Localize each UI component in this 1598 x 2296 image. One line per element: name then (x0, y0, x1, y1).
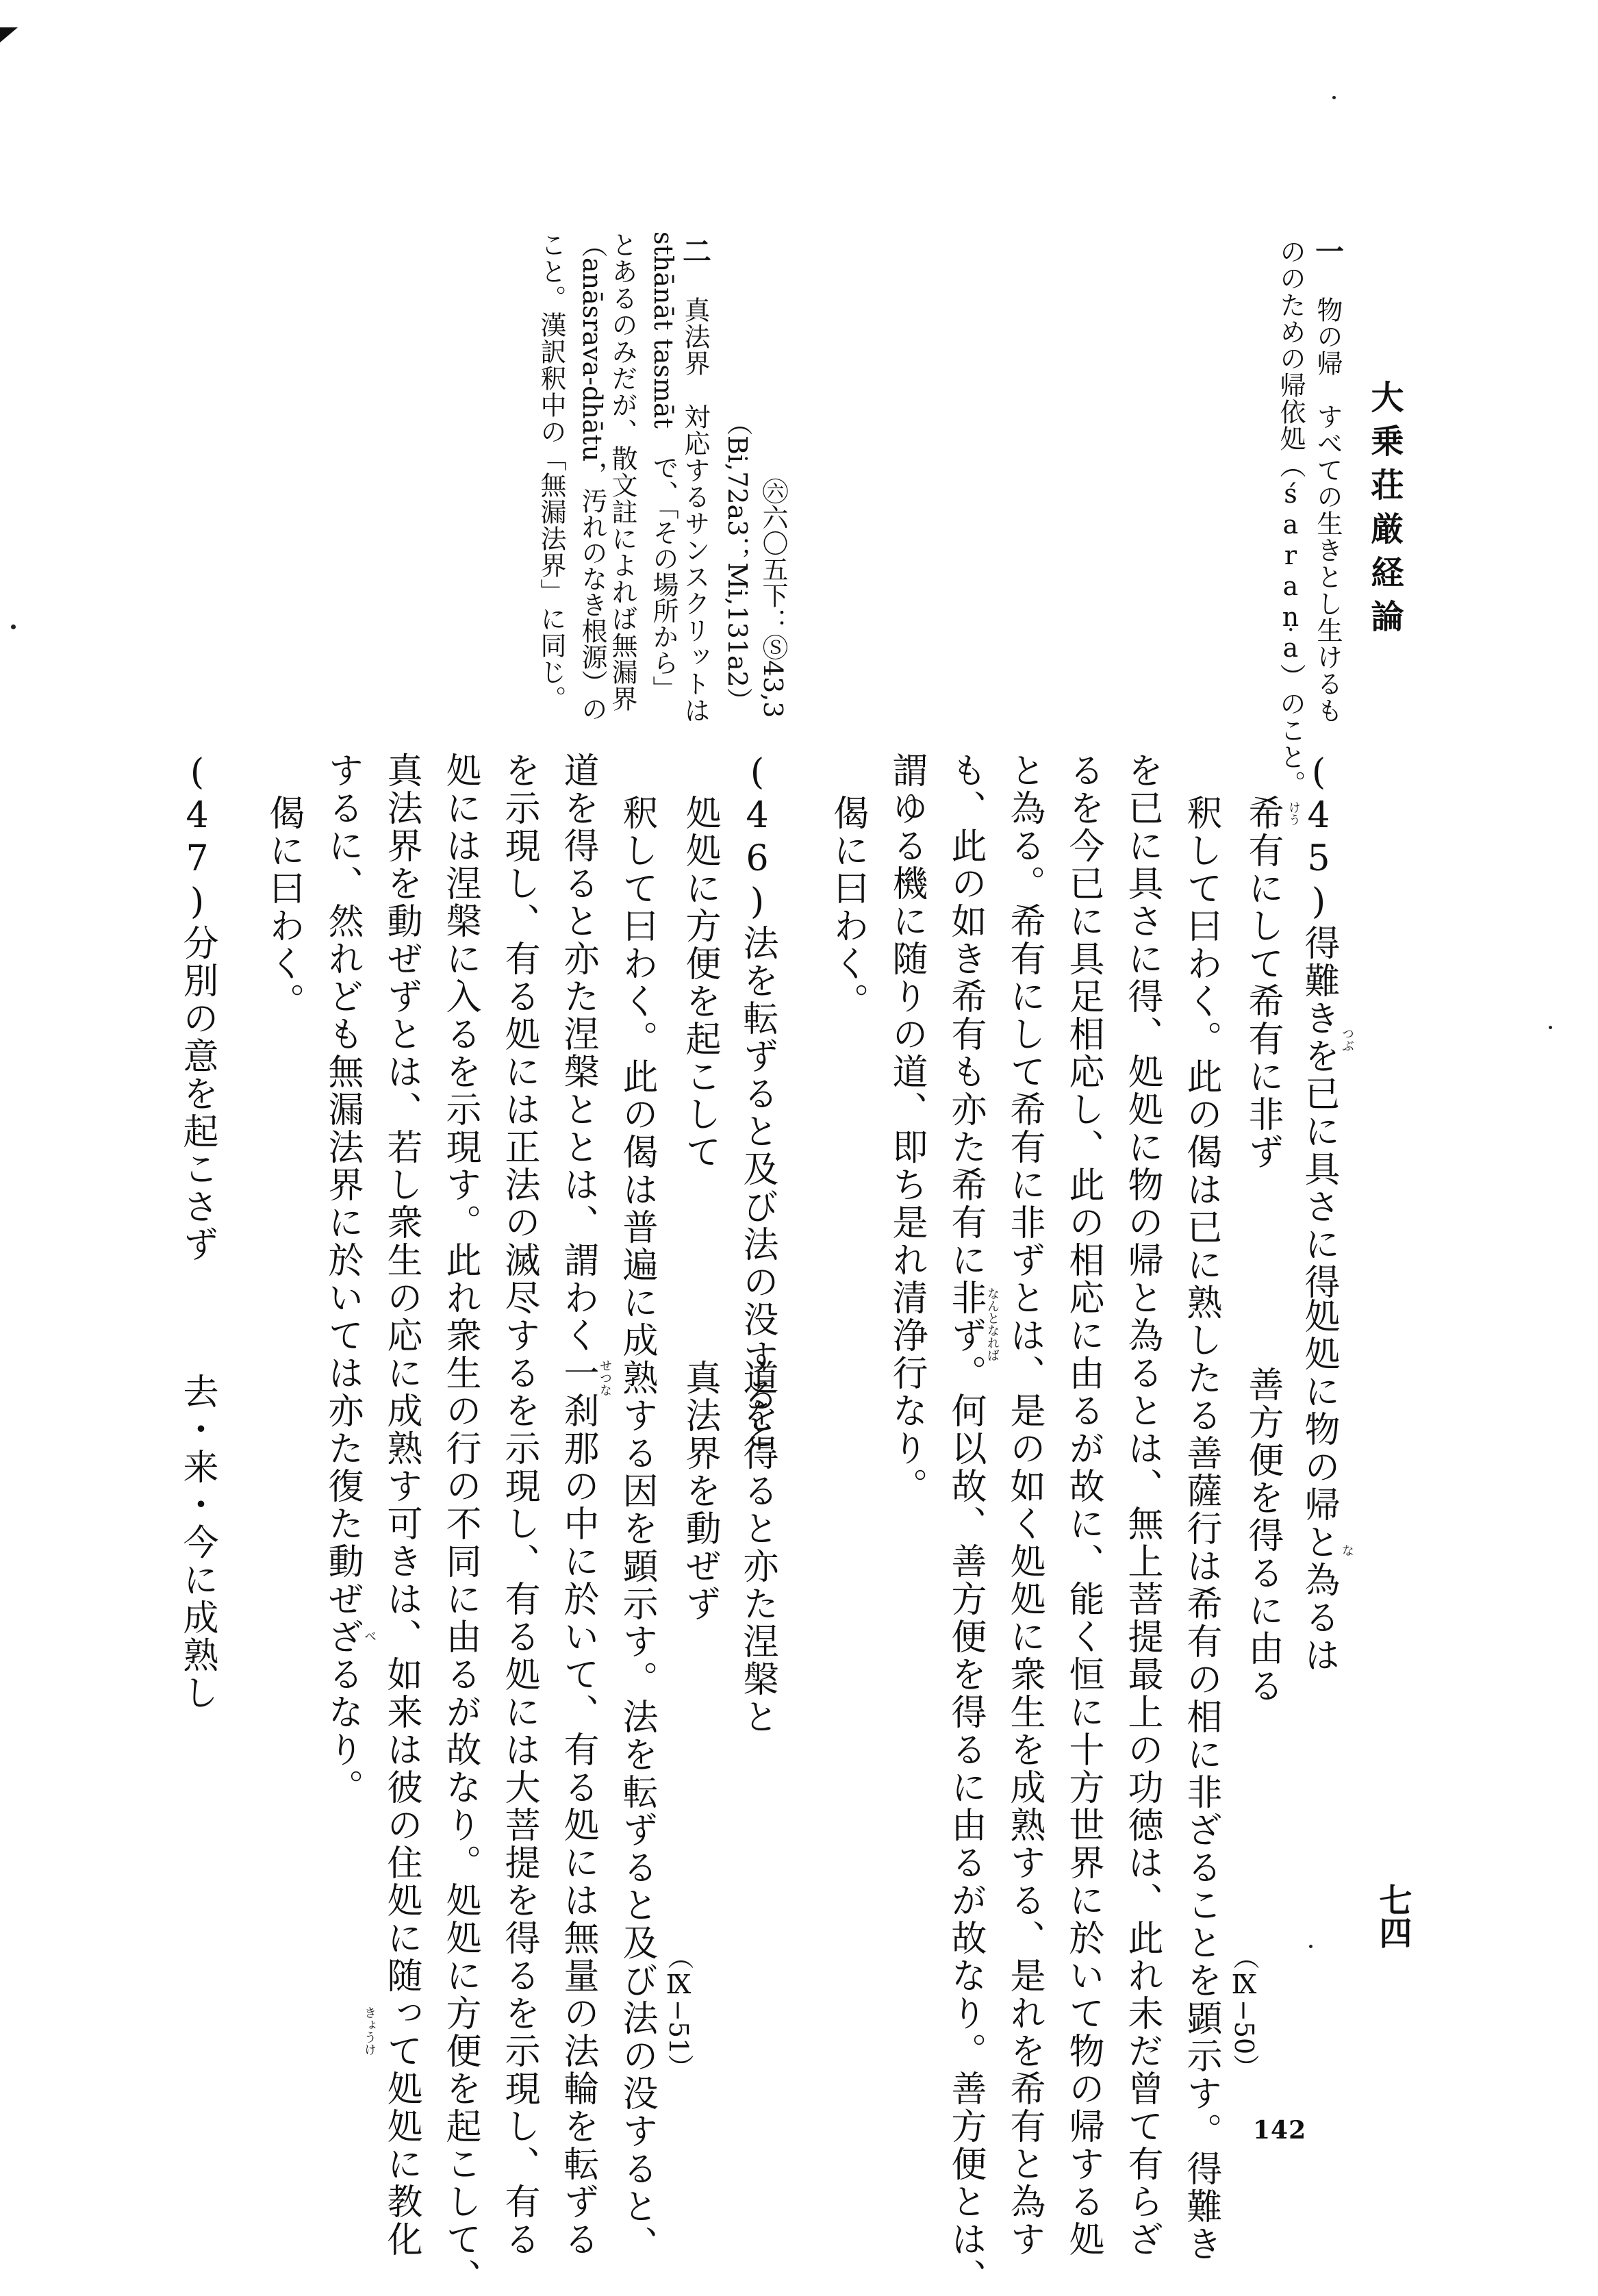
verse-46-number: (46) (737, 752, 778, 924)
note-1-line-1: 物の帰 すべての生きとし生けるも (1312, 297, 1343, 724)
verse-45-number: (45) (1298, 752, 1339, 924)
page-number: 142 (1253, 2116, 1307, 2145)
commentary-46-gloss-be: べ (362, 1630, 377, 1642)
note-2 (678, 236, 712, 724)
note-2-number: 二 (678, 236, 712, 266)
verse-45-ref: （Ⅸ−50） (1229, 1943, 1259, 2081)
note-1 (1311, 236, 1345, 724)
commentary-45-line-5: も、此の如き希有も亦た希有に非ず。何以故、善方便を得るに由るが故なり。善方便とは、 (945, 752, 986, 2296)
note-2-line-2: sthānāt tasmāt で、「その場所から」 (648, 231, 678, 702)
verse-45-line-2b: 善方便を得るに由る (1242, 1366, 1283, 1705)
verse-45-gloss-na: な (1340, 1544, 1354, 1556)
commentary-46-gloss-kyouke: きょうけ (362, 2006, 377, 2056)
commentary-45-line-6: 謂ゆる機に随りの道、即ち是れ清浄行なり。 (886, 752, 927, 1505)
commentary-46-line-1: 釈して曰わく。此の偈は普遍に成熟する因を顕示す。法を転ずると及び法の没すると、 (616, 794, 657, 2263)
verse-47-line-1b: 去・来・今に成熟し (177, 1373, 218, 1712)
verse-46-line-1b: 道を得ると亦た涅槃と (737, 1359, 778, 1736)
commentary-46-line-6: するに、然れども無漏法界に於いては亦た復た動ぜざるなり。 (322, 752, 363, 1806)
note-2-ref: ㊅六〇五下：Ⓢ43,3 (758, 478, 788, 718)
commentary-46-line-3: を示現し、有る処には正法の滅尽するを示現し、有る処には大菩提を得るを示現し、有る (498, 752, 540, 2258)
page-kanji-number: 七四 (1373, 1883, 1412, 1949)
note-2-line-1: 真法界 対応するサンスクリットは (680, 297, 710, 724)
scan-speck (11, 625, 16, 629)
verse-47-line-1a (177, 752, 218, 1263)
commentary-46-line-7: 偈に曰わく。 (263, 794, 304, 1020)
verse-45-gloss-tsubu: つぶ (1340, 1027, 1354, 1052)
book-title: 大乗荘厳経論 (1365, 380, 1404, 643)
verse-45-line-1a (1298, 752, 1339, 1301)
note-2-line-3: とあるのみだが、散文註によれば無漏界 (607, 231, 637, 712)
verse-46-line-2b: 真法界を動ぜず (679, 1359, 720, 1623)
note-1-number: 一 (1311, 236, 1345, 266)
commentary-46-line-4: 処には涅槃に入るを示現す。此れ衆生の行の不同に由るが故なり。処処に方便を起こして、 (440, 752, 481, 2296)
verse-45-line-2a: 希有にして希有に非ず (1242, 794, 1283, 1171)
scan-speck (1332, 96, 1336, 99)
commentary-46-line-2: 道を得ると亦た涅槃ととは、謂わく一刹那の中に於いて、有る処には無量の法輪を転ずる (557, 752, 598, 2258)
note-2-line-5: こと。漢訳釈中の「無漏法界」に同じ。 (536, 231, 566, 712)
verse-45-line-1b: 処処に物の帰と為るは (1298, 1298, 1339, 1674)
commentary-45-gloss: なんとなれば (985, 1287, 1000, 1361)
verse-45-gloss-kou: けう (1286, 801, 1301, 826)
verse-45-text-1a: 得難きを已に具さに得 (1298, 924, 1339, 1301)
page-corner-mark (0, 27, 18, 42)
note-2-line-4: （anāsrava-dhātu，汚れのなき根源）の (577, 231, 607, 722)
verse-47-number: (47) (177, 752, 218, 924)
commentary-45-line-1: 釈して曰わく。此の偈は已に熟したる善薩行は希有の相に非ざることを顕示す。得難き (1180, 794, 1221, 2263)
commentary-45-line-3: るを今已に具足相応し、此の相応に由るが故に、能く恒に十方世界に於いて物の帰する処 (1063, 752, 1104, 2258)
verse-47-text-1a: 分別の意を起こさず (177, 924, 218, 1263)
verse-46-text-1a: 法を転ずると及び法の没すると (737, 924, 778, 1452)
commentary-45-line-4: と為る。希有にして希有に非ずとは、是の如く処処に衆生を成熟する、是れを希有と為す (1004, 752, 1045, 2258)
commentary-45-line-7: 偈に曰わく。 (827, 794, 868, 1020)
commentary-46-gloss-setsuna: せつな (598, 1359, 612, 1396)
commentary-45-line-2: を已に具さに得、処処に物の帰と為るとは、無上菩提最上の功徳は、此れ未だ曾て有らざ (1121, 752, 1163, 2258)
note-1-line-2: ののための帰依処（śaraṇa）のこと。 (1276, 238, 1306, 797)
scan-speck (1309, 1945, 1312, 1948)
note-2-ref-2: （Bi,72a3；Mi,131a2） (722, 409, 752, 714)
scan-speck (1549, 1026, 1552, 1029)
verse-46-line-2a: 処処に方便を起こして (679, 794, 720, 1171)
verse-46-ref: （Ⅸ−51） (663, 1943, 694, 2081)
commentary-46-line-5: 真法界を動ぜずとは、若し衆生の応に成熟す可きは、如来は彼の住処に随って処処に教化 (381, 752, 422, 2258)
verse-46-line-1a (737, 752, 778, 1452)
